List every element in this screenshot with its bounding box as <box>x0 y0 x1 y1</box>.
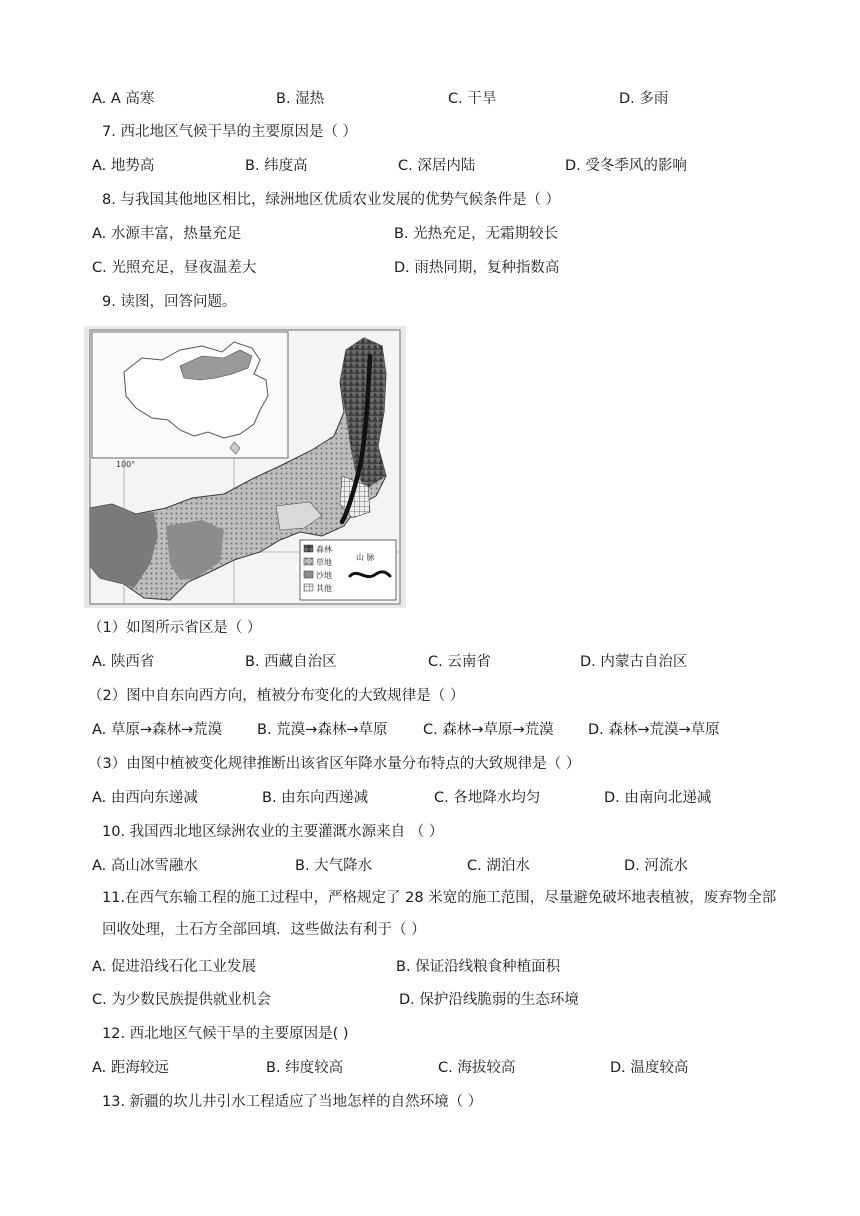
q9-sub1-stem-line <box>0 617 860 639</box>
q9-sub3-stem-line <box>0 753 860 775</box>
legend-box <box>300 540 396 600</box>
option: C. 各地降水均匀 <box>434 790 541 806</box>
option: A. A 高寒 <box>92 91 155 107</box>
question-stem: 12. 西北地区气候干旱的主要原因是( ) <box>102 1026 349 1042</box>
inner-mongolia-vegetation-map <box>84 326 406 608</box>
option: B. 纬度高 <box>245 158 308 174</box>
question-stem: 7. 西北地区气候干旱的主要原因是（ ） <box>102 124 358 140</box>
q7-stem-line <box>0 121 860 143</box>
option: D. 河流水 <box>624 858 688 874</box>
q8-options-row2 <box>0 257 860 279</box>
option: D. 温度较高 <box>610 1060 689 1076</box>
q10-stem-line <box>0 821 860 843</box>
legend-label: 其他 <box>316 584 332 593</box>
option: B. 光热充足，无霜期较长 <box>394 226 559 242</box>
legend-label: 森林 <box>316 545 332 554</box>
legend-label: 草地 <box>316 558 332 567</box>
question-stem: （2）图中自东向西方向，植被分布变化的大致规律是（ ） <box>88 688 465 704</box>
q9-sub3-options <box>0 787 860 809</box>
option: D. 保护沿线脆弱的生态环境 <box>399 992 579 1008</box>
legend-swatch-sand <box>304 571 313 578</box>
q12-stem-line <box>0 1023 860 1045</box>
option: A. 陕西省 <box>92 654 155 670</box>
q12-options <box>0 1057 860 1079</box>
option: D. 森林→荒漠→草原 <box>588 722 720 738</box>
q7-options <box>0 155 860 177</box>
q9-sub2-stem-line <box>0 685 860 707</box>
option: C. 海拔较高 <box>438 1060 516 1076</box>
option: C. 深居内陆 <box>398 158 476 174</box>
option: C. 森林→草原→荒漠 <box>423 722 554 738</box>
option: A. 高山冰雪融水 <box>92 858 198 874</box>
option: C. 光照充足，昼夜温差大 <box>92 260 257 276</box>
question-stem: 13. 新疆的坎儿井引水工程适应了当地怎样的自然环境（ ） <box>102 1094 483 1110</box>
longitude-label: 100° <box>116 460 136 469</box>
option: D. 受冬季风的影响 <box>565 158 687 174</box>
q9-sub2-options <box>0 719 860 741</box>
q11-stem: 11.在西气东输工程的施工过程中，严格规定了 28 米宽的施工范围，尽量避免破坏地表植被，废弃物全部回收处理，土石方全部回填．这些做法有利于（ ） <box>102 890 777 938</box>
q10-options <box>0 855 860 877</box>
q13-stem-line <box>0 1091 860 1113</box>
q9-sub1-options <box>0 651 860 673</box>
q9-stem-line <box>0 291 860 313</box>
option: B. 湿热 <box>276 91 325 107</box>
q6-options <box>0 88 860 110</box>
option: B. 由东向西递减 <box>262 790 369 806</box>
question-stem: （3）由图中植被变化规律推断出该省区年降水量分布特点的大致规律是（ ） <box>88 756 581 772</box>
option: C. 云南省 <box>428 654 491 670</box>
legend-mountain-label: 山 脉 <box>356 553 375 562</box>
option: B. 保证沿线粮食种植面积 <box>396 959 561 975</box>
legend-label: 沙地 <box>316 571 332 580</box>
option: C. 为少数民族提供就业机会 <box>92 992 271 1008</box>
q11-options-row2 <box>0 989 860 1011</box>
option: A. 水源丰富，热量充足 <box>92 226 242 242</box>
option: A. 地势高 <box>92 158 155 174</box>
option: A. 草原→森林→荒漠 <box>92 722 223 738</box>
option: C. 湖泊水 <box>467 858 530 874</box>
legend-swatch-forest <box>304 545 313 552</box>
option: B. 西藏自治区 <box>245 654 337 670</box>
option: B. 大气降水 <box>295 858 373 874</box>
option: B. 荒漠→森林→草原 <box>257 722 388 738</box>
question-stem: 10. 我国西北地区绿洲农业的主要灌溉水源来自 （ ） <box>102 824 444 840</box>
q8-options-row1 <box>0 223 860 245</box>
option: A. 促进沿线石化工业发展 <box>92 959 256 975</box>
option: A. 距海较远 <box>92 1060 169 1076</box>
legend-swatch-other <box>304 584 313 591</box>
question-stem: 8. 与我国其他地区相比，绿洲地区优质农业发展的优势气候条件是（ ） <box>102 192 561 208</box>
option: D. 多雨 <box>619 91 669 107</box>
q11-options-row1 <box>0 956 860 978</box>
option: D. 由南向北递减 <box>604 790 712 806</box>
option: B. 纬度较高 <box>266 1060 344 1076</box>
option: D. 雨热同期，复种指数高 <box>394 260 560 276</box>
option: C. 干旱 <box>448 91 497 107</box>
legend-swatch-grass <box>304 558 313 565</box>
question-stem: （1）如图所示省区是（ ） <box>88 620 262 636</box>
question-stem: 9. 读图，回答问题。 <box>102 294 237 310</box>
option: D. 内蒙古自治区 <box>580 654 688 670</box>
q8-stem-line <box>0 189 860 211</box>
option: A. 由西向东递减 <box>92 790 198 806</box>
